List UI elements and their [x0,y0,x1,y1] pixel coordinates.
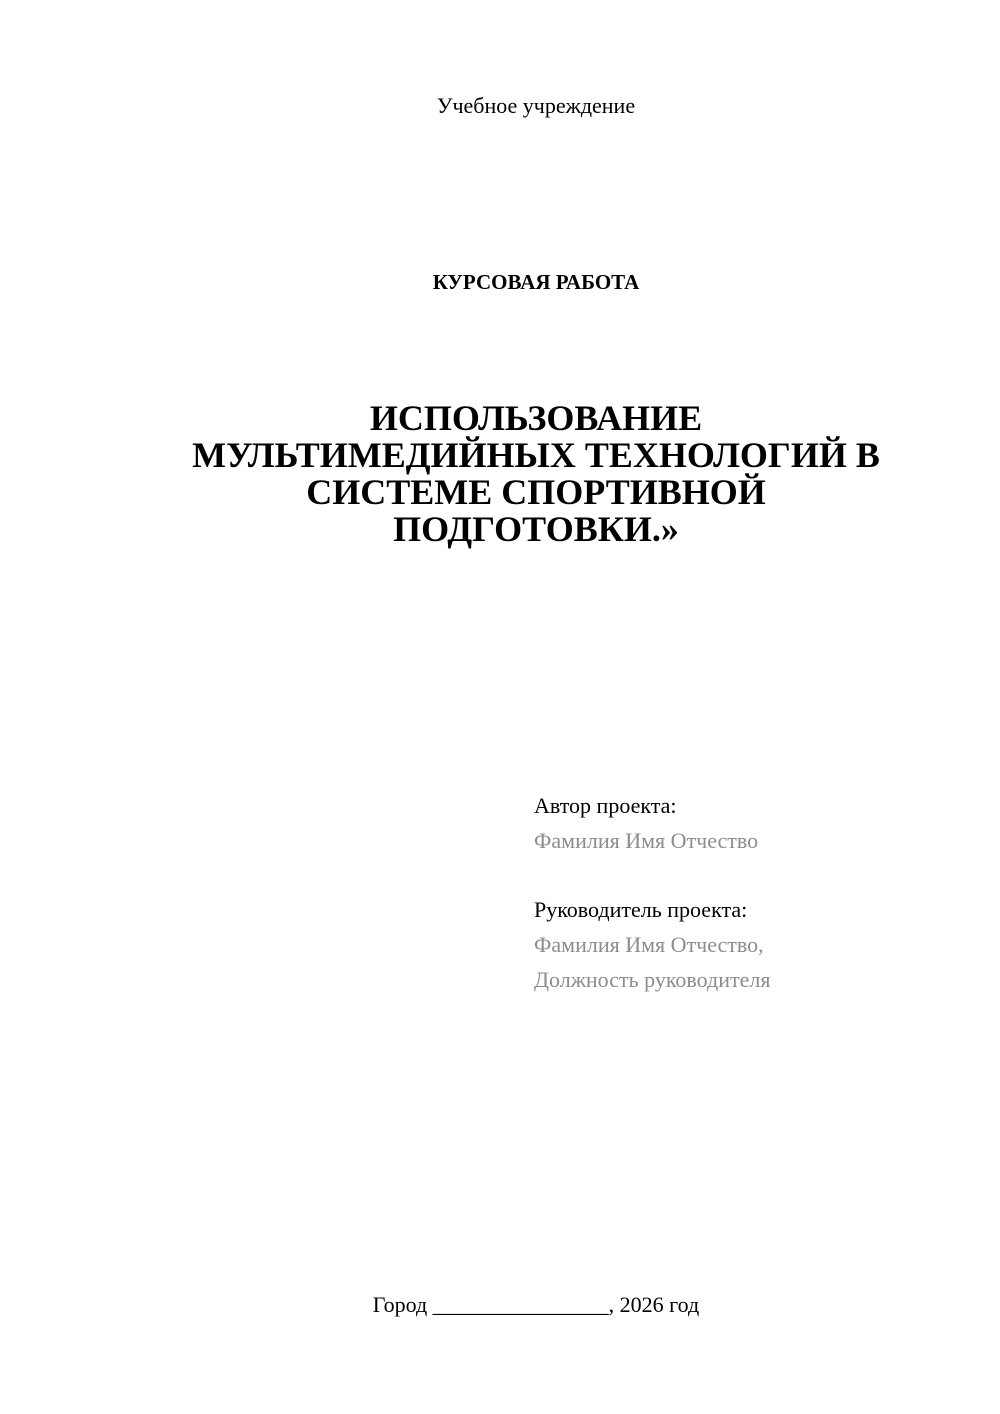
title-line-1: ИСПОЛЬЗОВАНИЕ [369,398,703,438]
work-type-heading: КУРСОВАЯ РАБОТА [432,270,640,294]
project-info-block [534,788,974,997]
author-label: Автор проекта: [534,793,677,818]
author-name-placeholder: Фамилия Имя Отчество [534,828,759,853]
title-line-2: МУЛЬТИМЕДИЙНЫХ ТЕХНОЛОГИЙ В [192,435,880,475]
institution-name: Учебное учреждение [436,93,636,118]
document-title [130,400,942,548]
title-line-4: ПОДГОТОВКИ.» [393,509,679,549]
title-line-3: СИСТЕМЕ СПОРТИВНОЙ [306,472,766,512]
supervisor-label: Руководитель проекта: [534,897,748,922]
info-spacer [534,858,974,892]
city-year-line: Город ________________, 2026 год [372,1292,700,1317]
supervisor-name-placeholder: Фамилия Имя Отчество, [534,932,764,957]
supervisor-position-placeholder: Должность руководителя [534,967,771,992]
